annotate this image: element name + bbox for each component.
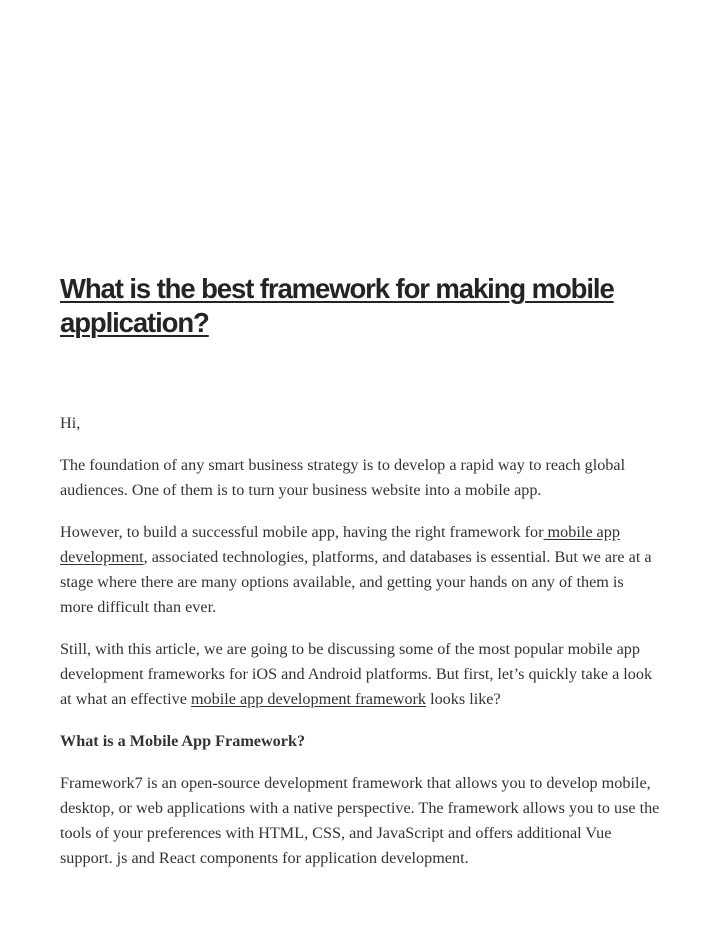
article-body — [60, 411, 660, 870]
intro-paragraph: The foundation of any smart business strategy is to develop a rapid way to reach global audiences. One of them is to turn your business website into a mobile app. — [60, 456, 626, 500]
article-title: What is the best framework for making mobile application? — [60, 273, 614, 338]
discussion-paragraph-text-start: Still, with this article, we are going to be discussing some of the most popular mobile app development frameworks for iOS and Android platforms. But first, let’s quickly take a look at what an effective — [60, 640, 653, 708]
article — [60, 272, 660, 888]
discussion-paragraph-text-end: looks like? — [426, 689, 501, 708]
greeting-text: Hi, — [60, 414, 81, 432]
discussion-paragraph — [60, 637, 660, 711]
framework7-paragraph: Framework7 is an open-source development framework that allows you to develop mobile, desktop, or web applications with a native perspective. The framework allows you to use the tools of your preferences with HTML, CSS, and JavaScript and offers additional Vue support. js and React components for application development. — [60, 774, 660, 867]
mobile-app-development-framework-link[interactable]: mobile app development framework — [190, 689, 427, 708]
framework-paragraph-text-start: However, to build a successful mobile app, having the right framework for — [60, 523, 544, 542]
section-subheading: What is a Mobile App Framework? — [60, 731, 306, 750]
framework-paragraph-text-end: , associated technologies, platforms, and databases is essential. But we are at a stage where there are many options available, and getting your hands on any of them is more difficult than ever. — [60, 548, 652, 616]
framework-paragraph — [60, 520, 660, 619]
mobile-app-development-link[interactable]: mobile app development — [60, 523, 620, 567]
